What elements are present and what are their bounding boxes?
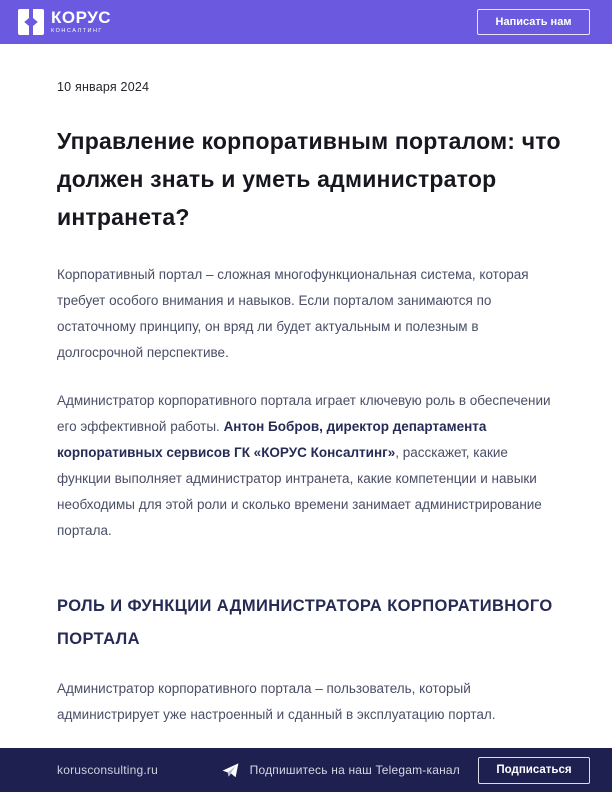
telegram-promo [222,763,460,778]
subscribe-button[interactable]: Подписаться [478,757,590,784]
article-paragraph-1: Корпоративный портал – сложная многофункциональная система, которая требует особого внимания и навыков. Если порталом занимаются по остаточному принципу, он вряд ли будет актуальным и полезным в долгосрочной перспективе. [57,267,529,360]
article-paragraph-3: Администратор корпоративного портала – пользователь, который администрирует уже настроенный и сданный в эксплуатацию портал. [57,681,496,722]
article-title: Управление корпоративным порталом: что должен знать и уметь администратор интранета? [57,128,561,230]
site-header [0,0,612,44]
logo-subtitle: КОНСАЛТИНГ [51,28,103,35]
telegram-promo-text: Подпишитесь на наш Telegam-канал [249,763,460,777]
korus-logo[interactable] [18,9,111,35]
korus-logo-icon [18,9,44,35]
contact-us-button[interactable]: Написать нам [477,9,590,35]
article-content [0,44,612,748]
article-paragraph-2: Администратор корпоративного портала играет ключевую роль в обеспечении его эффективной работы. Антон Бобров, директор департамента корпоративных сервисов ГК «КОРУС Консалтинг», расскажет, какие функции выполняет администратор интранета, какие компетенции и навыки необходимы для этой роли и сколько времени занимает администрирование портала. [57,393,551,538]
paper-plane-icon [222,763,239,778]
site-footer [0,748,612,792]
logo-text [51,9,111,35]
section-heading: РОЛЬ И ФУНКЦИИ АДМИНИСТРАТОРА КОРПОРАТИВНОГО ПОРТАЛА [57,597,553,648]
logo-title: КОРУС [51,8,112,28]
article-date: 10 января 2024 [57,80,150,94]
footer-site-link[interactable]: korusconsulting.ru [57,763,158,777]
